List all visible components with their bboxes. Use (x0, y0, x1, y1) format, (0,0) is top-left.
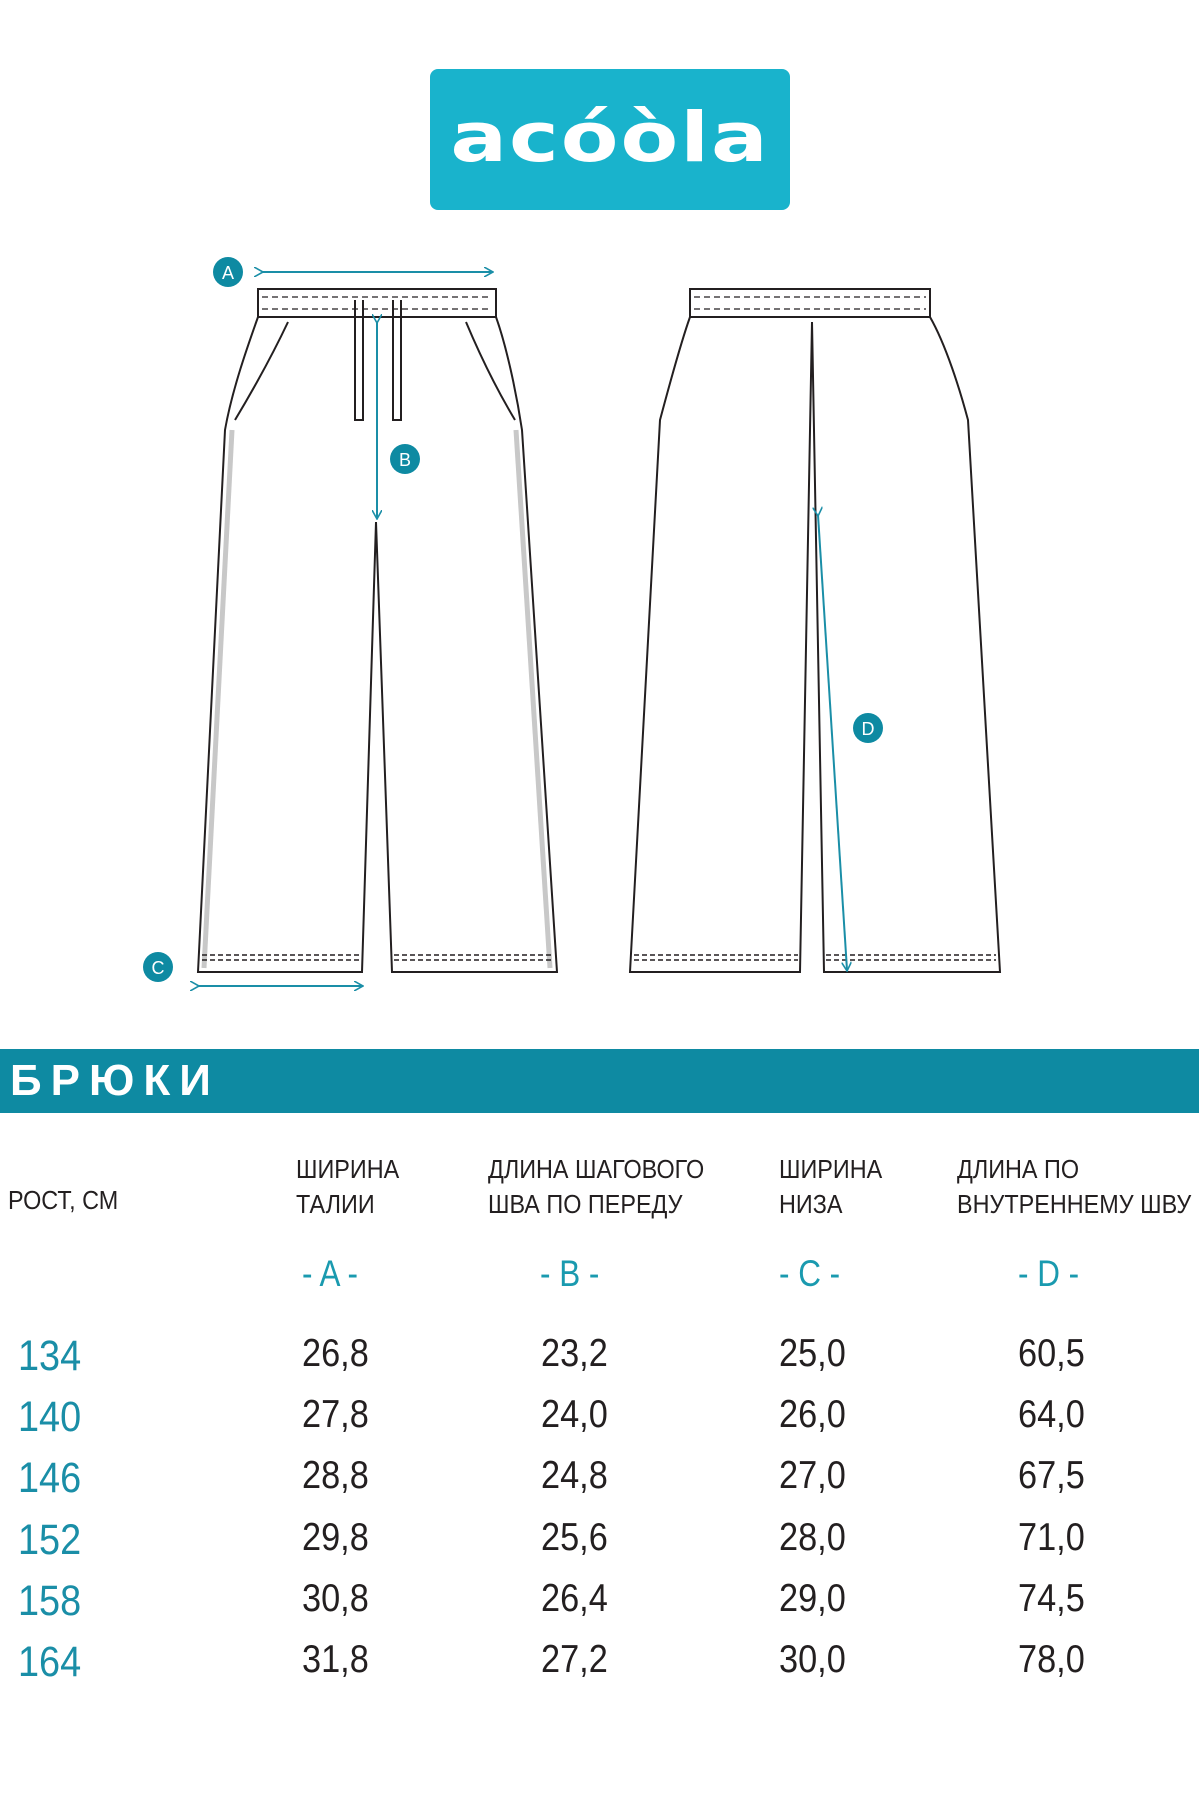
header-hem-width: ШИРИНА НИЗА (779, 1154, 883, 1219)
header-inseam: ДЛИНА ПО ВНУТРЕННЕМУ ШВУ (957, 1154, 1192, 1219)
marker-c (143, 952, 173, 982)
marker-a (213, 257, 243, 287)
logo-text: acóòla (450, 96, 770, 177)
marker-b-label: B (398, 450, 412, 470)
pants-technical-drawing (0, 240, 1199, 1000)
pants-back-view (630, 289, 1000, 972)
table-row (0, 1332, 1199, 1393)
cell-b: 26,4 (541, 1577, 608, 1620)
cell-b: 24,8 (541, 1454, 608, 1497)
marker-d-label: D (861, 719, 875, 739)
cell-height: 146 (18, 1454, 82, 1502)
table-row (0, 1454, 1199, 1515)
cell-b: 25,6 (541, 1516, 608, 1559)
header-height: РОСТ, СМ (8, 1185, 119, 1215)
cell-height: 158 (18, 1577, 82, 1625)
cell-d: 71,0 (1018, 1516, 1085, 1559)
header-letter-c: - C - (779, 1253, 841, 1294)
cell-c: 28,0 (779, 1516, 846, 1559)
marker-b (390, 444, 420, 474)
cell-c: 30,0 (779, 1638, 846, 1681)
acoola-logo (430, 69, 790, 210)
table-row (0, 1516, 1199, 1577)
cell-b: 23,2 (541, 1332, 608, 1375)
cell-d: 60,5 (1018, 1332, 1085, 1375)
cell-d: 64,0 (1018, 1393, 1085, 1436)
header-front-rise: ДЛИНА ШАГОВОГО ШВА ПО ПЕРЕДУ (488, 1154, 705, 1219)
cell-height: 134 (18, 1332, 82, 1380)
marker-d (853, 713, 883, 743)
cell-d: 78,0 (1018, 1638, 1085, 1681)
cell-c: 26,0 (779, 1393, 846, 1436)
table-row (0, 1393, 1199, 1454)
cell-d: 67,5 (1018, 1454, 1085, 1497)
cell-a: 27,8 (302, 1393, 369, 1436)
cell-b: 24,0 (541, 1393, 608, 1436)
header-waist-width: ШИРИНА ТАЛИИ (296, 1154, 400, 1219)
cell-a: 28,8 (302, 1454, 369, 1497)
cell-c: 29,0 (779, 1577, 846, 1620)
cell-a: 31,8 (302, 1638, 369, 1681)
header-letter-b: - B - (540, 1253, 600, 1294)
cell-d: 74,5 (1018, 1577, 1085, 1620)
section-title: БРЮКИ (10, 1056, 220, 1105)
cell-height: 140 (18, 1393, 82, 1441)
cell-b: 27,2 (541, 1638, 608, 1681)
table-row (0, 1577, 1199, 1638)
section-band (0, 1049, 1199, 1113)
marker-c-label: C (151, 958, 165, 978)
cell-c: 25,0 (779, 1332, 846, 1375)
cell-height: 164 (18, 1638, 82, 1686)
cell-height: 152 (18, 1516, 82, 1564)
table-row (0, 1638, 1199, 1699)
header-letter-d: - D - (1018, 1253, 1080, 1294)
cell-a: 30,8 (302, 1577, 369, 1620)
cell-c: 27,0 (779, 1454, 846, 1497)
marker-a-label: A (221, 263, 235, 283)
cell-a: 26,8 (302, 1332, 369, 1375)
header-letter-a: - A - (302, 1253, 358, 1294)
cell-a: 29,8 (302, 1516, 369, 1559)
